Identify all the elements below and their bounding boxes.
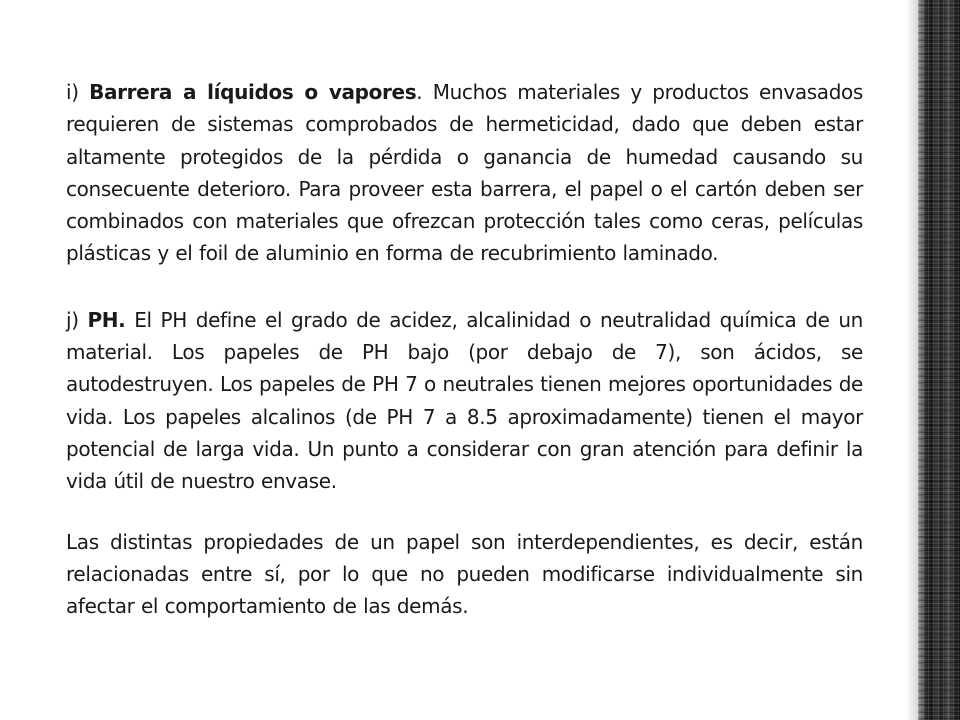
paragraph-text: El PH define el grado de acidez, alcalinidad o neutralidad química de un material. Los papeles de PH bajo (por debajo de 7), son ácidos, se autodestruyen. Los papeles de PH 7 o neutrales tienen mejores oportunidades de vida. Los papeles alcalinos (de PH 7 a 8.5 aproximadamente) tienen el mayor potencial de larga vida. Un punto a considerar con gran atención para definir la vida útil de nuestro envase. <box>66 307 863 494</box>
paragraph-text: . Muchos materiales y productos envasados requieren de sistemas comprobados de hermeticidad, dado que deben estar altamente protegidos de la pérdida o ganancia de humedad causando su consecuente deterioro. Para proveer esta barrera, el papel o el cartón deben ser combinados con materiales que ofrezcan protección tales como ceras, películas plásticas y el foil de aluminio en forma de recubrimiento laminado. <box>66 80 863 266</box>
paragraph-propiedades <box>66 526 863 623</box>
border-texture <box>918 0 960 720</box>
paragraph-prefix: j) <box>66 307 88 332</box>
paragraph-heading: PH. <box>87 307 126 332</box>
paragraph-prefix: i) <box>66 80 90 104</box>
slide-body <box>66 76 863 622</box>
paragraph-heading: Barrera a líquidos o vapores <box>89 80 417 104</box>
paragraph-text: Las distintas propiedades de un papel son interdependientes, es decir, están relacionadas entre sí, por lo que no pueden modificarse individualmente sin afectar el comportamiento de las demás. <box>66 529 863 619</box>
paragraph-barrera <box>66 76 863 270</box>
paragraph-ph <box>66 304 863 498</box>
